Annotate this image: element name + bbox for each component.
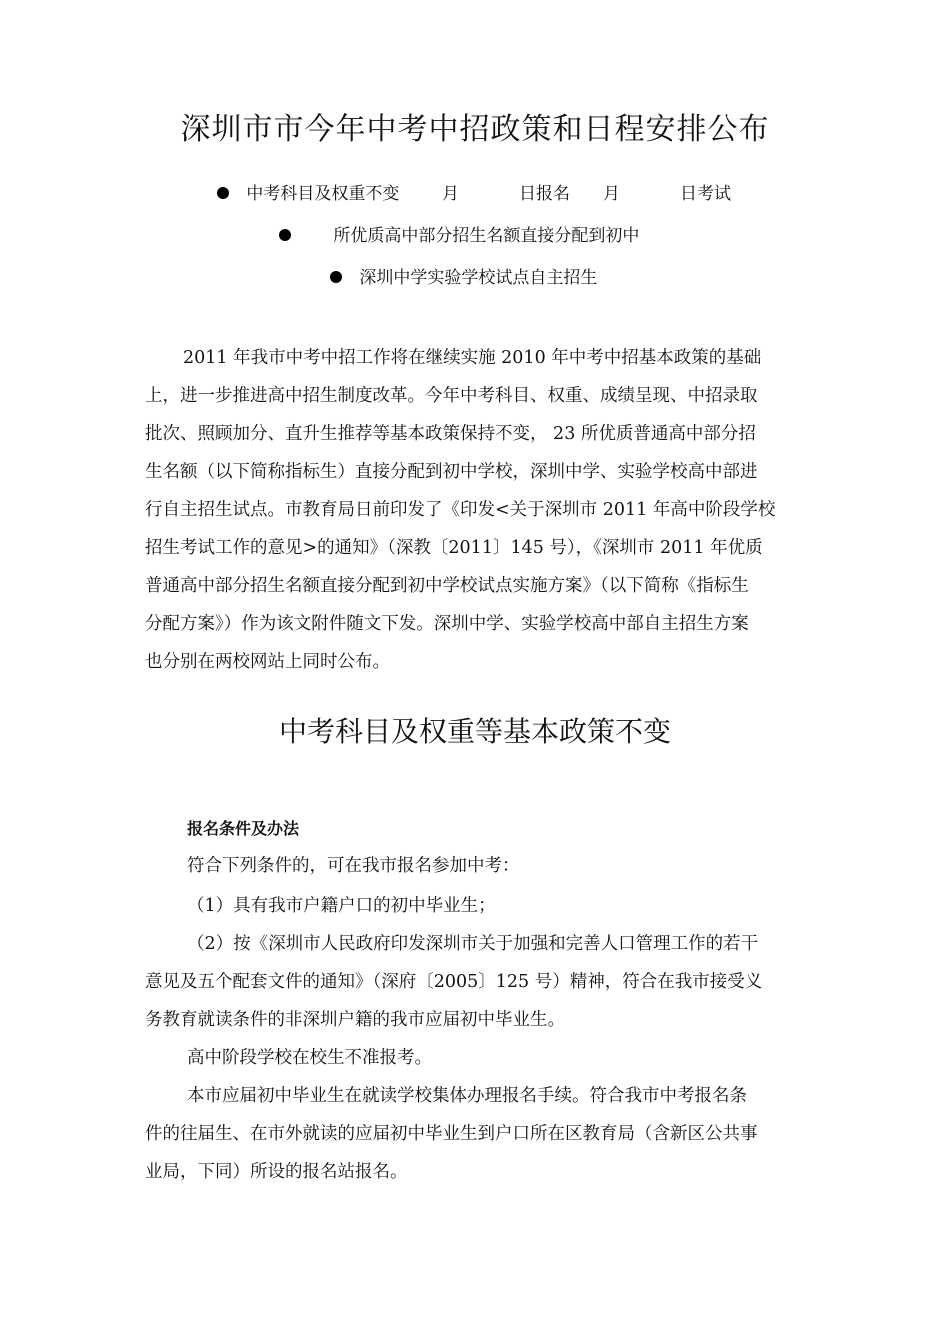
bullet-dot-icon xyxy=(279,229,291,241)
document-title: 深圳市市今年中考中招政策和日程安排公布 xyxy=(180,112,770,147)
intro-line: 普通高中部分招生名额直接分配到初中学校试点实施方案》（以下简称《指标生 xyxy=(145,576,749,596)
bullet-text-exam: 日考试 xyxy=(680,184,731,204)
bullet-text-month: 月 xyxy=(442,184,459,204)
bullet-dot-icon xyxy=(217,187,229,199)
bullet-item xyxy=(217,182,399,206)
body-line: （1）具有我市户籍户口的初中毕业生； xyxy=(187,896,496,916)
body-line: 务教育就读条件的非深圳户籍的我市应届初中毕业生。 xyxy=(145,1010,565,1030)
bullet-text-register: 日报名 xyxy=(519,184,570,204)
bullet-text-month: 月 xyxy=(603,184,620,204)
bullet-text: 深圳中学实验学校试点自主招生 xyxy=(359,268,598,288)
intro-line: 生名额（以下简称指标生）直接分配到初中学校，深圳中学、实验学校高中部进 xyxy=(145,462,758,482)
intro-line: 也分别在两校网站上同时公布。 xyxy=(145,652,390,672)
intro-line: 招生考试工作的意见>的通知》（深教〔2011〕145 号），《深圳市 2011 年优质 xyxy=(145,538,763,558)
intro-line: 上，进一步推进高中招生制度改革。今年中考科目、权重、成绩呈现、中招录取 xyxy=(145,386,758,406)
intro-line: 批次、照顾加分、直升生推荐等基本政策保持不变， 23 所优质普通高中部分招 xyxy=(145,424,756,444)
subheading: 报名条件及办法 xyxy=(187,819,300,838)
body-line: 件的往届生、在市外就读的应届初中毕业生到户口所在区教育局（含新区公共事 xyxy=(145,1124,758,1144)
intro-line: 行自主招生试点。市教育局日前印发了《印发<关于深圳市 2011 年高中阶段学校 xyxy=(145,500,776,520)
intro-line: 分配方案》）作为该文附件随文下发。深圳中学、实验学校高中部自主招生方案 xyxy=(145,614,749,634)
body-line: 业局，下同）所设的报名站报名。 xyxy=(145,1162,408,1182)
bullet-dot-icon xyxy=(330,271,342,283)
body-line: 符合下列条件的，可在我市报名参加中考： xyxy=(187,856,520,876)
bullet-text: 所优质高中部分招生名额直接分配到初中 xyxy=(333,226,640,246)
bullet-text: 中考科目及权重不变 xyxy=(246,184,400,204)
body-line: 高中阶段学校在校生不准报考。 xyxy=(187,1048,432,1068)
bullet-item xyxy=(330,266,597,290)
body-line: 意见及五个配套文件的通知》（深府〔2005〕125 号）精神，符合在我市接受义 xyxy=(145,972,763,992)
bullet-item xyxy=(279,224,639,248)
body-line: （2）按《深圳市人民政府印发深圳市关于加强和完善人口管理工作的若干 xyxy=(187,934,759,954)
section-heading: 中考科目及权重等基本政策不变 xyxy=(278,715,671,748)
intro-line: 2011 年我市中考中招工作将在继续实施 2010 年中考中招基本政策的基础 xyxy=(183,348,762,368)
body-line: 本市应届初中毕业生在就读学校集体办理报名手续。符合我市中考报名条 xyxy=(187,1086,747,1106)
